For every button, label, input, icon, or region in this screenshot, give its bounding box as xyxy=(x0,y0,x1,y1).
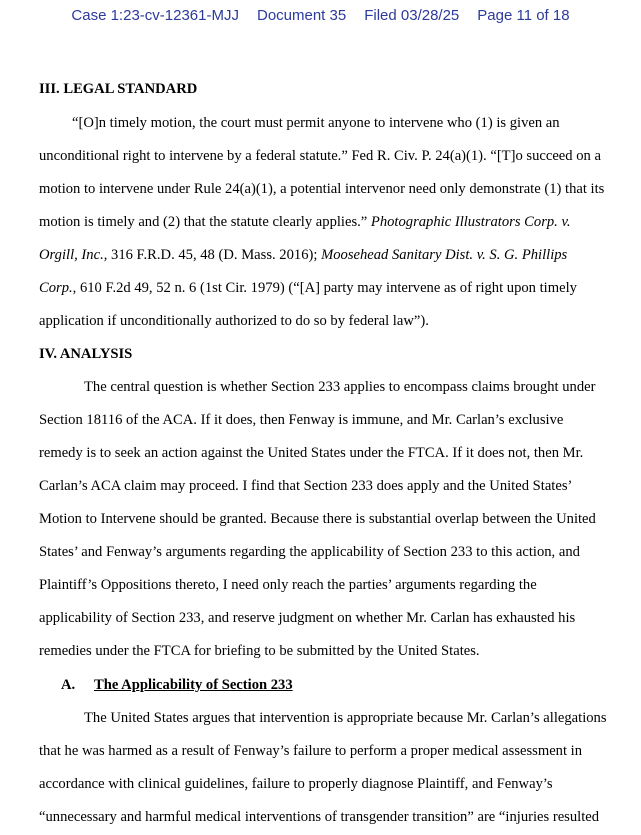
paragraph-line: Motion to Intervene should be granted. Because there is substantial overlap between the United xyxy=(39,511,596,527)
paragraph-line xyxy=(39,246,567,264)
paragraph-line: The United States argues that intervention is appropriate because Mr. Carlan’s allegations xyxy=(84,710,607,726)
section-heading-analysis: IV. ANALYSIS xyxy=(39,346,133,362)
case-citation: Orgill, Inc. xyxy=(39,247,104,263)
case-citation: Corp. xyxy=(39,280,73,296)
paragraph-line: “[O]n timely motion, the court must permit anyone to intervene who (1) is given an xyxy=(72,115,560,131)
paragraph-line: motion to intervene under Rule 24(a)(1), a potential intervenor need only demonstrate (1) that its xyxy=(39,181,605,197)
text-run: , 610 F.2d 49, 52 n. 6 (1st Cir. 1979) (“[A] party may intervene as of right upon timely xyxy=(72,280,577,296)
paragraph-line: “unnecessary and harmful medical interventions of transgender transition” are “injuries resulted xyxy=(39,809,600,825)
case-citation: Photographic Illustrators Corp. v. xyxy=(370,214,571,230)
paragraph-line: States’ and Fenway’s arguments regarding the applicability of Section 233 to this action, and xyxy=(39,544,580,560)
page-number: Page 11 of 18 xyxy=(477,7,570,24)
paragraph-line: unconditional right to intervene by a federal statute.” Fed R. Civ. P. 24(a)(1). “[T]o succeed on a xyxy=(39,148,601,164)
case-header xyxy=(0,7,641,24)
document-number: Document 35 xyxy=(256,7,347,24)
paragraph-line xyxy=(39,213,571,231)
subsection-label: A. xyxy=(61,677,76,693)
case-citation: Moosehead Sanitary Dist. v. S. G. Phillips xyxy=(321,247,568,263)
case-number: Case 1:23-cv-12361-MJJ xyxy=(71,7,239,24)
paragraph-line: Plaintiff’s Oppositions thereto, I need only reach the parties’ arguments regarding the xyxy=(39,577,537,593)
subsection-title: The Applicability of Section 233 xyxy=(94,677,293,693)
paragraph-line: that he was harmed as a result of Fenway’s failure to perform a proper medical assessment in xyxy=(39,743,583,759)
section-heading-legal-standard: III. LEGAL STANDARD xyxy=(39,81,198,97)
filed-date: Filed 03/28/25 xyxy=(364,7,460,24)
paragraph-line: applicability of Section 233, and reserve judgment on whether Mr. Carlan has exhausted his xyxy=(39,610,576,626)
paragraph-line: Section 18116 of the ACA. If it does, then Fenway is immune, and Mr. Carlan’s exclusive xyxy=(39,412,564,428)
paragraph-line: remedy is to seek an action against the United States under the FTCA. If it does not, then Mr. xyxy=(39,445,584,461)
paragraph-line xyxy=(39,279,577,297)
text-run: , 316 F.R.D. 45, 48 (D. Mass. 2016); xyxy=(103,247,322,263)
paragraph-line: application if unconditionally authorized to do so by federal law”). xyxy=(39,313,429,329)
text-run: motion is timely and (2) that the statute clearly applies.” xyxy=(39,214,371,230)
paragraph-line: remedies under the FTCA for briefing to be submitted by the United States. xyxy=(39,643,480,659)
paragraph-line: The central question is whether Section 233 applies to encompass claims brought under xyxy=(84,379,596,395)
paragraph-line: accordance with clinical guidelines, failure to properly diagnose Plaintiff, and Fenway’s xyxy=(39,776,553,792)
paragraph-line: Carlan’s ACA claim may proceed. I find that Section 233 does apply and the United States’ xyxy=(39,478,573,494)
